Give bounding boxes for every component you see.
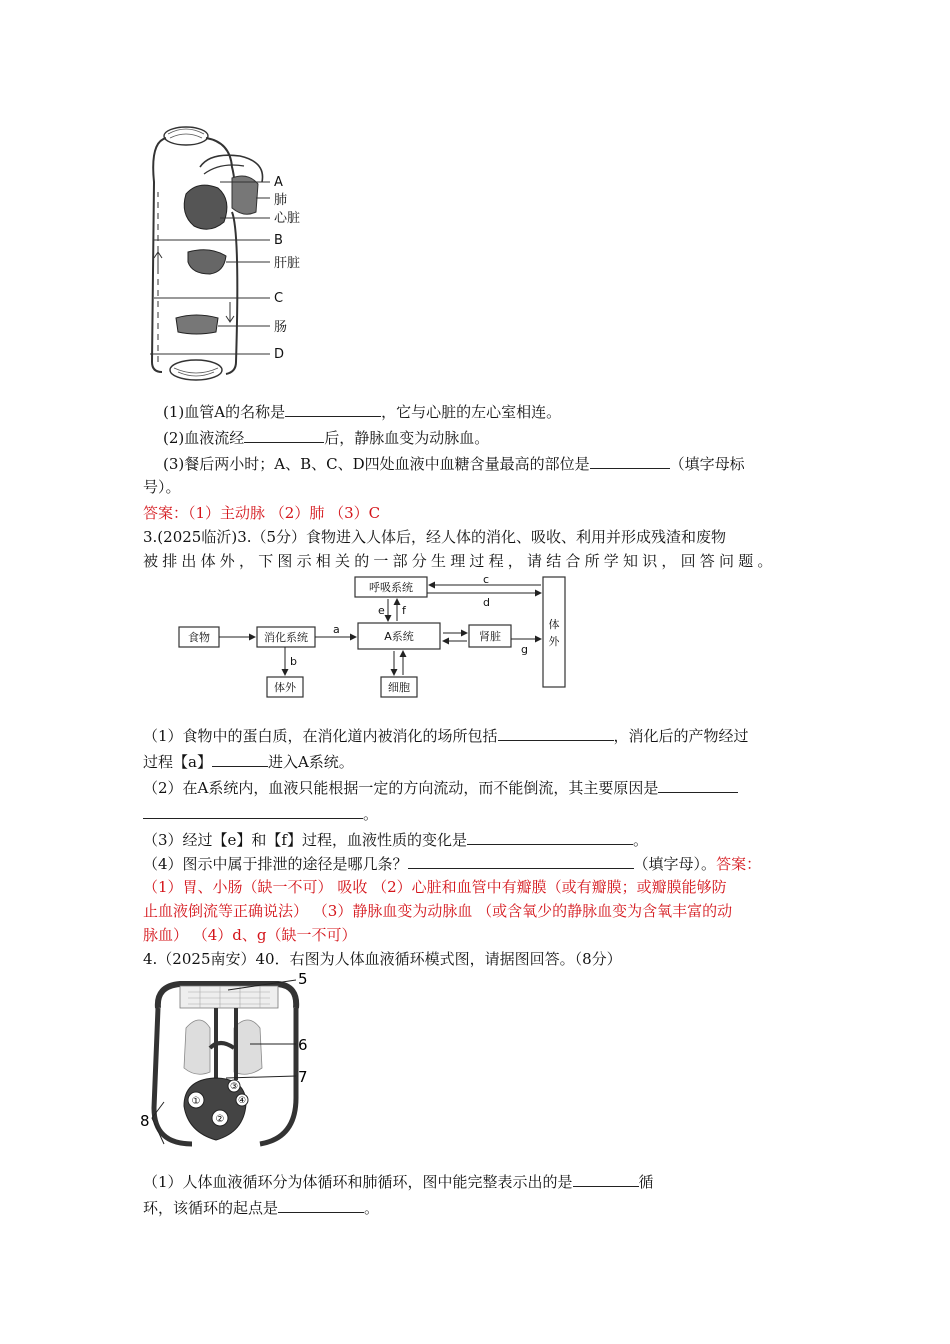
q3-part1-cont: 过程【a】 进入A系统。 bbox=[143, 750, 354, 773]
heart-chamber-2: ② bbox=[215, 1114, 225, 1125]
fig1-label-a: A bbox=[274, 175, 283, 190]
fig1-label-b: B bbox=[274, 233, 283, 248]
label-c: c bbox=[483, 573, 490, 586]
answer-blank[interactable] bbox=[658, 776, 738, 793]
answer-blank[interactable] bbox=[590, 452, 670, 469]
label-5: 5 bbox=[298, 970, 308, 988]
answer-blank[interactable] bbox=[212, 750, 268, 767]
q3-part4: （4）图示中属于排泄的途径是哪几条？ （填字母）。答案： bbox=[143, 852, 761, 875]
answer-blank[interactable] bbox=[573, 1170, 639, 1187]
label-7: 7 bbox=[298, 1068, 308, 1086]
q3-part2: （2）在A系统内，血液只能根据一定的方向流动，而不能倒流，其主要原因是 bbox=[143, 776, 738, 799]
fig1-label-heart: 心脏 bbox=[274, 211, 301, 226]
answer-blank[interactable] bbox=[143, 802, 363, 819]
box-cells: 细胞 bbox=[388, 681, 410, 694]
label-6: 6 bbox=[298, 1036, 308, 1054]
q2-part2: (2)血液流经 后，静脉血变为动脉血。 bbox=[163, 426, 489, 449]
fig1-label-c: C bbox=[274, 291, 284, 306]
label-b: b bbox=[290, 655, 297, 668]
label-e: e bbox=[378, 604, 385, 617]
label-a: a bbox=[333, 623, 340, 636]
q2-part3-cont: 号）。 bbox=[143, 478, 181, 496]
heart-chamber-1: ① bbox=[191, 1096, 201, 1107]
q2-part3: (3)餐后两小时；A、B、C、D四处血液中血糖含量最高的部位是 （填字母标 bbox=[163, 452, 745, 475]
q3-part1: （1）食物中的蛋白质，在消化道内被消化的场所包括 ，消化后的产物经过 bbox=[143, 724, 749, 747]
label-g: g bbox=[521, 643, 528, 656]
fig1-label-lung: 肺 bbox=[274, 193, 288, 208]
q3-answer-line1: （1）胃、小肠（缺一不可） 吸收 （2）心脏和血管中有瓣膜（或有瓣膜；或瓣膜能够防 bbox=[143, 878, 727, 896]
answer-blank[interactable] bbox=[498, 724, 614, 741]
answer-blank[interactable] bbox=[285, 400, 381, 417]
q3-intro-line2: 被排出体外，下图示相关的一部分生理过程，请结合所学知识，回答问题。 bbox=[143, 552, 777, 570]
circulation-figure bbox=[140, 122, 320, 392]
box-kidney: 肾脏 bbox=[479, 630, 501, 643]
q3-part3: （3）经过【e】和【f】过程，血液性质的变化是 。 bbox=[143, 828, 648, 851]
q4-part1-cont: 环，该循环的起点是 。 bbox=[143, 1196, 379, 1219]
q2-answer: 答案：（1）主动脉 （2）肺 （3）C bbox=[143, 504, 381, 522]
label-d: d bbox=[483, 596, 490, 609]
q3-answer-line2: 止血液倒流等正确说法） （3）静脉血变为动脉血 （或含氧少的静脉血变为含氧丰富的动 bbox=[143, 902, 733, 920]
label-8: 8 bbox=[140, 1112, 150, 1130]
answer-blank[interactable] bbox=[408, 852, 634, 869]
answer-blank[interactable] bbox=[467, 828, 633, 845]
q4-intro: 4.（2025南安）40．右图为人体血液循环模式图，请据图回答。（8分） bbox=[143, 950, 622, 968]
q4-part1: （1）人体血液循环分为体循环和肺循环，图中能完整表示出的是 循 bbox=[143, 1170, 654, 1193]
fig1-label-liver: 肝脏 bbox=[274, 256, 301, 271]
q3-answer-line3: 脉血） （4）d、g（缺一不可） bbox=[143, 926, 357, 944]
answer-blank[interactable] bbox=[244, 426, 324, 443]
fig1-label-d: D bbox=[274, 347, 285, 362]
box-food: 食物 bbox=[188, 631, 210, 644]
box-outside-right-1: 体 bbox=[548, 618, 560, 631]
digestion-flow-diagram bbox=[175, 573, 575, 703]
q3-part2-cont: 。 bbox=[143, 802, 378, 825]
box-respiratory: 呼吸系统 bbox=[369, 581, 413, 594]
answer-blank[interactable] bbox=[278, 1196, 364, 1213]
q3-intro-line1: 3.(2025临沂)3.（5分）食物进入人体后，经人体的消化、吸收、利用并形成残渣和废物 bbox=[143, 528, 727, 546]
fig1-label-intestine: 肠 bbox=[274, 320, 288, 335]
box-asystem: A系统 bbox=[384, 630, 414, 643]
heart-chamber-4: ④ bbox=[237, 1096, 247, 1106]
q2-part1: (1)血管A的名称是 ，它与心脏的左心室相连。 bbox=[163, 400, 561, 423]
label-f: f bbox=[402, 604, 406, 617]
heart-chamber-3: ③ bbox=[229, 1082, 239, 1092]
box-digestive: 消化系统 bbox=[264, 631, 308, 644]
box-outside-bottom: 体外 bbox=[274, 681, 296, 694]
box-outside-right-2: 外 bbox=[548, 635, 560, 648]
blood-circulation-figure bbox=[140, 968, 320, 1152]
